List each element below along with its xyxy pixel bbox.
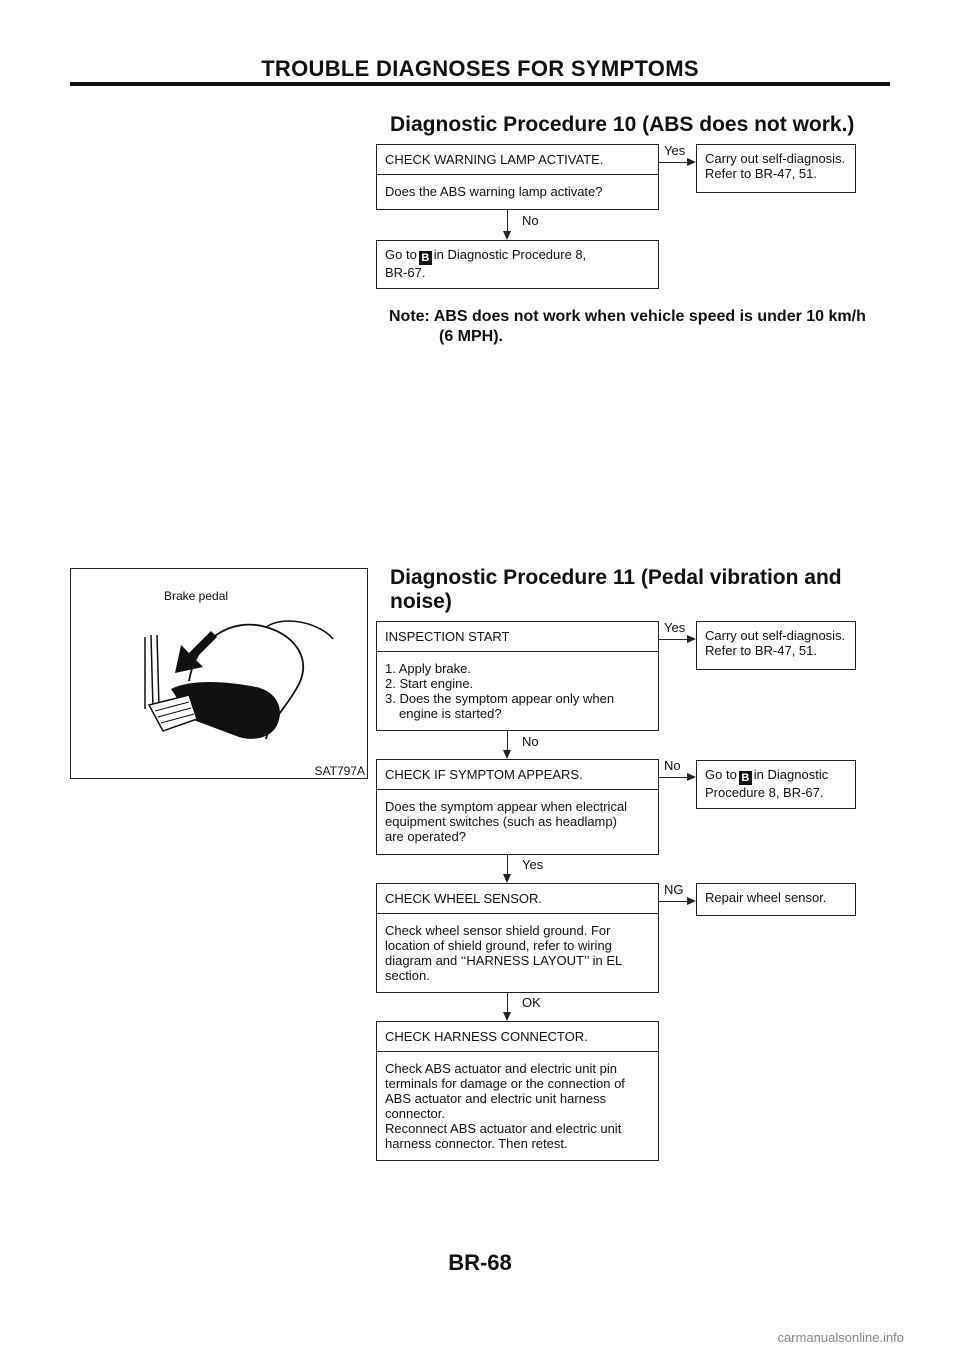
no-label: No (664, 758, 681, 773)
body-line: terminals for damage or the connection of (385, 1076, 625, 1091)
watermark: carmanualsonline.info (777, 1330, 904, 1345)
body-line: Check wheel sensor shield ground. For (385, 923, 611, 938)
procedure-11-title-line-2: noise) (390, 590, 452, 613)
step-title: INSPECTION START (377, 622, 658, 652)
procedure-11-title-line-1: Diagnostic Procedure 11 (Pedal vibration and (390, 566, 842, 589)
result-line: Refer to BR-47, 51. (705, 643, 817, 658)
brake-pedal-illustration (71, 569, 367, 778)
proc11-step1-result (696, 621, 856, 670)
body-line: equipment switches (such as headlamp) (385, 814, 617, 829)
step-body: Does the ABS warning lamp activate? (385, 184, 603, 199)
brake-pedal-figure (70, 568, 368, 779)
body-line: Reconnect ABS actuator and electric unit (385, 1121, 622, 1136)
body-line: 1. Apply brake. (385, 661, 471, 676)
result-line: Carry out self-diagnosis. (705, 628, 846, 643)
arrow-right-icon (687, 897, 696, 905)
arrow-right-icon (687, 773, 696, 781)
result-line: Carry out self-diagnosis. (705, 151, 846, 166)
connector-line (507, 210, 508, 232)
proc11-step1-box (376, 621, 659, 731)
step-body (377, 1052, 658, 1157)
body-line: Does the symptom appear when electrical (385, 799, 628, 814)
proc11-step3-result: Repair wheel sensor. (696, 883, 856, 916)
result-line: Refer to BR-47, 51. (705, 166, 817, 181)
result-text: in Diagnostic Procedure 8, (433, 247, 587, 262)
body-line: section. (385, 968, 430, 983)
no-label: No (522, 734, 539, 749)
header-divider (70, 82, 890, 86)
step-title: CHECK IF SYMPTOM APPEARS. (377, 760, 658, 790)
page-number: BR-68 (448, 1250, 512, 1275)
connector-line (659, 162, 687, 163)
step-title: CHECK WARNING LAMP ACTIVATE. (377, 145, 658, 175)
ng-label: NG (664, 882, 684, 897)
arrow-down-icon (503, 750, 511, 759)
note-line-2: (6 MPH). (439, 328, 503, 345)
arrow-down-icon (503, 1012, 511, 1021)
body-line: location of shield ground, refer to wiring (385, 938, 612, 953)
figure-code: SAT797A (314, 764, 365, 778)
proc11-step4-box (376, 1021, 659, 1161)
yes-label: Yes (664, 620, 686, 635)
proc10-step1-box (376, 144, 659, 210)
arrow-down-icon (503, 231, 511, 240)
result-line: BR-67. (385, 265, 426, 280)
result-line (705, 767, 847, 785)
page-header-title: TROUBLE DIAGNOSES FOR SYMPTOMS (261, 56, 699, 81)
proc10-yes-result (696, 144, 856, 193)
body-line: engine is started? (399, 706, 502, 721)
proc11-step3-box (376, 883, 659, 993)
proc11-step2-result (696, 760, 856, 809)
connector-line (659, 777, 687, 778)
b-badge-icon: B (739, 771, 752, 785)
body-line: Check ABS actuator and electric unit pin (385, 1061, 617, 1076)
note-line-1: Note: ABS does not work when vehicle speed is under 10 km/h (389, 308, 866, 325)
connector-line (659, 639, 687, 640)
arrow-right-icon (687, 635, 696, 643)
arrow-right-icon (687, 158, 696, 166)
connector-line (507, 855, 508, 875)
result-text: in Diagnostic (753, 767, 829, 782)
body-line: 3. Does the symptom appear only when (385, 691, 615, 706)
connector-line (507, 731, 508, 751)
result-text: Go to (705, 767, 737, 782)
procedure-10-title: Diagnostic Procedure 10 (ABS does not work.) (390, 113, 855, 136)
body-line: are operated? (385, 829, 466, 844)
yes-label: Yes (664, 143, 686, 158)
body-line: harness connector. Then retest. (385, 1136, 568, 1151)
proc10-no-result (376, 240, 659, 289)
connector-line (507, 993, 508, 1013)
b-badge-icon: B (419, 251, 432, 265)
figure-label: Brake pedal (164, 589, 229, 603)
arrow-down-icon (503, 874, 511, 883)
ok-label: OK (522, 995, 541, 1010)
step-title: CHECK HARNESS CONNECTOR. (377, 1022, 658, 1052)
step-title: CHECK WHEEL SENSOR. (377, 884, 658, 914)
step-body (377, 790, 658, 850)
no-label: No (522, 213, 539, 228)
body-line: ABS actuator and electric unit harness (385, 1091, 607, 1106)
result-text: Go to (385, 247, 417, 262)
body-line: diagram and ‘‘HARNESS LAYOUT’’ in EL (385, 953, 623, 968)
body-line: connector. (385, 1106, 445, 1121)
yes-label: Yes (522, 857, 544, 872)
step-body (377, 652, 658, 727)
proc11-step2-box (376, 759, 659, 855)
result-line: Procedure 8, BR-67. (705, 785, 824, 800)
body-line: 2. Start engine. (385, 676, 474, 691)
step-body (377, 914, 658, 989)
connector-line (659, 901, 687, 902)
result-line (385, 247, 650, 265)
